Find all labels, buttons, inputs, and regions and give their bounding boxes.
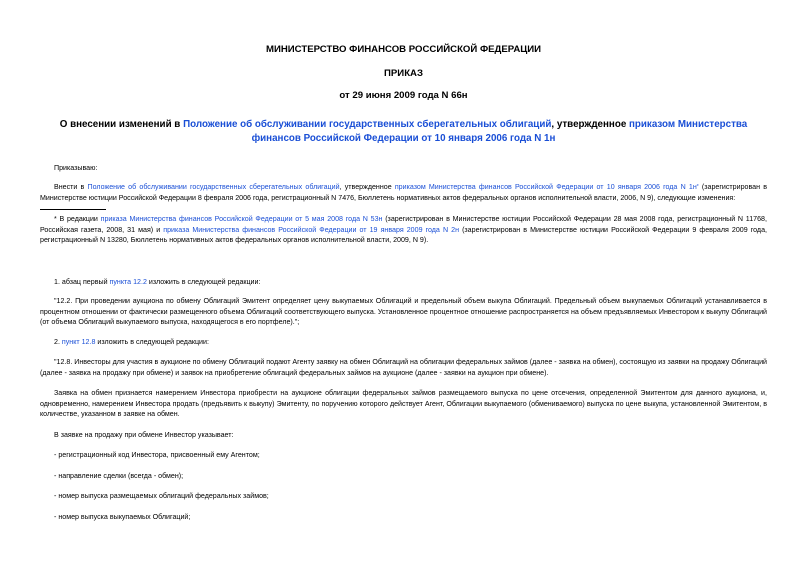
document-title bbox=[40, 118, 767, 146]
exchange-paragraph: Заявка на обмен признается намерением Инвестора приобрести на аукционе облигации федеральных займов размещаемого выпуска по цене отсечения, определенной Эмитентом для данного аукциона, и, одновременно, намерением Инвестора продать (предъявить к выкупу) Эмитенту, по поручению которого действует Агент, Облигации выкупаемого (обмениваемого) выпуска по цене выкупа, установленной Эмитентом, в количестве, указанном в заявке на обмен. bbox=[40, 389, 767, 418]
title-link-regulation[interactable]: Положение об обслуживании государственных сберегательных облигаций bbox=[183, 119, 552, 130]
footnote-text-2: (зарегистрирован в Министерстве юстиции Российской Федерации 28 мая 2008 года, регистрационный N 11768, Российская газета, 2008, 31 мая) и bbox=[40, 215, 767, 234]
order-word: Приказываю: bbox=[54, 164, 98, 172]
list-item: - номер выпуска выкупаемых Облигаций; bbox=[54, 513, 191, 521]
footnote-link-2[interactable]: приказа Министерства финансов Российской Федерации от 19 января 2009 года N 2н bbox=[163, 225, 459, 234]
list-item: - регистрационный код Инвестора, присвоенный ему Агентом; bbox=[54, 451, 260, 459]
intro-text-2: , утвержденное bbox=[339, 183, 395, 191]
title-text-2: , утвержденное bbox=[551, 119, 629, 130]
item-1-text-a: 1. абзац первый bbox=[54, 278, 110, 286]
intro-link-order[interactable]: приказом Министерства финансов Российской Федерации от 10 января 2006 года N 1н bbox=[394, 183, 697, 191]
footnote-divider bbox=[40, 209, 106, 210]
order-heading: ПРИКАЗ bbox=[384, 68, 423, 79]
footnote-text-1: * В редакции bbox=[54, 215, 101, 223]
intro-text-1: Внести в bbox=[54, 183, 88, 191]
item-1 bbox=[40, 277, 767, 288]
footnote-text-3: (зарегистрирован в Министерстве юстиции Российской Федерации 9 февраля 2009 года, регистрационный N 13280, Бюллетень нормативных актов федеральных органов исполнительной власти, 2009, N 9). bbox=[40, 225, 767, 244]
item-2-text-a: 2. bbox=[54, 338, 62, 346]
ministry-heading: МИНИСТЕРСТВО ФИНАНСОВ РОССИЙСКОЙ ФЕДЕРАЦИИ bbox=[265, 44, 542, 55]
quote-12-8: "12.8. Инвесторы для участия в аукционе по обмену Облигаций подают Агенту заявку на обмен Облигаций на облигации федеральных займов (далее - заявка на обмен), состоящую из заявки на продажу Облигаций (далее - заявка на продажу при обмене) и заявок на приобретение облигаций федеральных займов на аукционе (далее - заявки на аукцион при обмене). bbox=[40, 358, 767, 377]
item-1-link[interactable]: пункта 12.2 bbox=[109, 278, 147, 286]
order-date: от 29 июня 2009 года N 66н bbox=[339, 90, 468, 101]
list-item: - номер выпуска размещаемых облигаций федеральных займов; bbox=[54, 492, 269, 500]
footnote-ref[interactable]: * bbox=[696, 184, 699, 190]
quote-12-2: "12.2. При проведении аукциона по обмену Облигаций Эмитент определяет цену выкупаемых Облигаций и предельный объем выкупа Облигаций. Предельный объем выкупаемых Облигаций устанавливается в процентном отношении от фактически размещенного объема Облигаций соответствующего выпуска. Установленное процентное отношение распространяется на объем предъявляемых Инвестором к выкупу Облигаций (от объема Облигаций выкупаемого выпуска, находящегося в его портфеле)."; bbox=[40, 297, 767, 326]
item-2 bbox=[40, 337, 767, 348]
intro-link-regulation[interactable]: Положение об обслуживании государственных сберегательных облигаций bbox=[87, 183, 340, 191]
list-item: - направление сделки (всегда - обмен); bbox=[54, 472, 184, 480]
footnote bbox=[40, 214, 767, 246]
item-1-text-b: изложить в следующей редакции: bbox=[146, 278, 261, 286]
item-2-link[interactable]: пункт 12.8 bbox=[61, 338, 96, 346]
intro-paragraph bbox=[40, 182, 767, 203]
footnote-link-1[interactable]: приказа Министерства финансов Российской Федерации от 5 мая 2008 года N 53н bbox=[100, 215, 383, 223]
title-text-1: О внесении изменений в bbox=[59, 119, 184, 130]
item-2-text-b: изложить в следующей редакции: bbox=[95, 338, 209, 346]
title-link-order[interactable]: приказом Министерства финансов Российской Федерации от 10 января 2006 года N 1н bbox=[251, 119, 748, 144]
sale-request-intro: В заявке на продажу при обмене Инвестор указывает: bbox=[54, 431, 234, 439]
intro-text-3: (зарегистрирован в Министерстве юстиции Российской Федерации 8 февраля 2006 года, регистрационный N 7476, Бюллетень нормативных актов федеральных органов исполнительной власти, 2006, N 9), следующие изменения: bbox=[40, 183, 767, 202]
